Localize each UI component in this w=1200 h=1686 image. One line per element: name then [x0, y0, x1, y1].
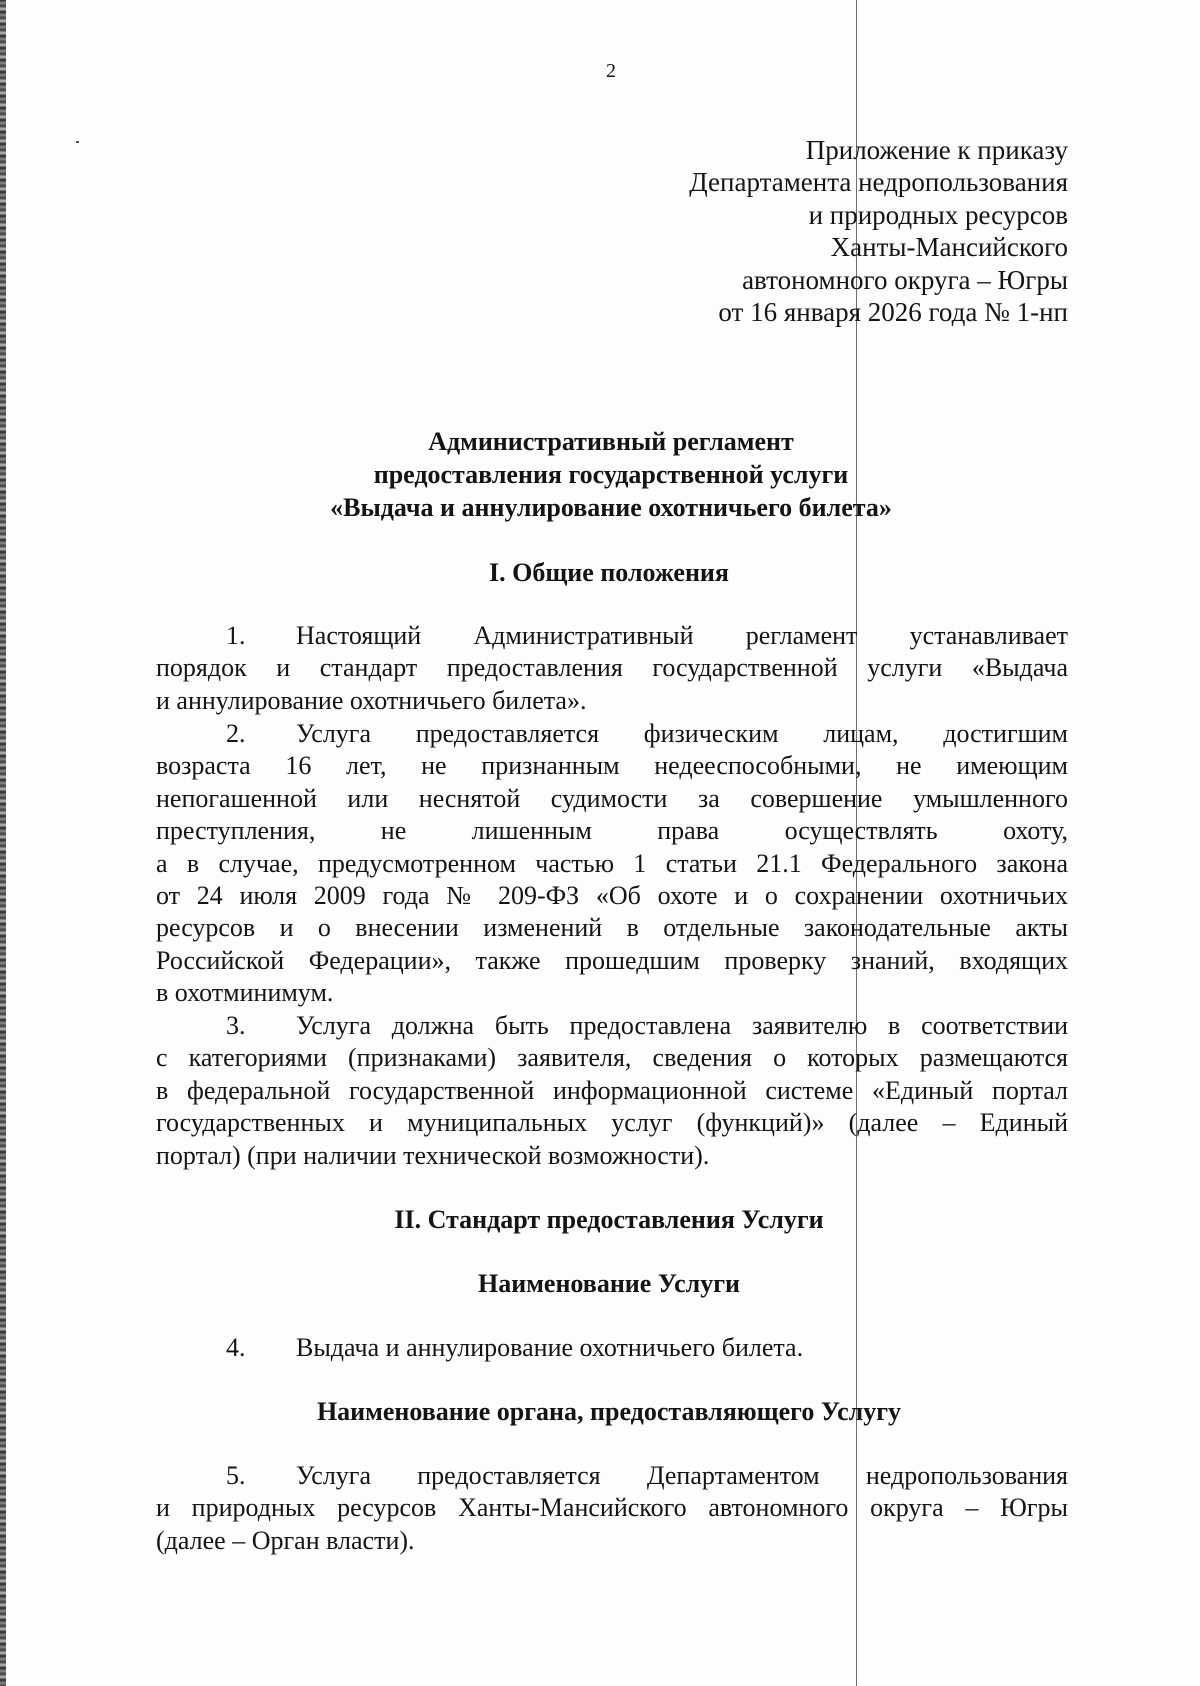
paragraph-line: государственных и муниципальных услуг (функций)» (далее – Единый: [156, 1108, 1068, 1138]
paragraph-5: [156, 1460, 1068, 1557]
paragraph-number: 3.: [226, 1011, 246, 1040]
subheading-service-name: Наименование Услуги: [477, 1269, 741, 1298]
paragraph-line: ресурсов и о внесении изменений в отдельные законодательные акты: [156, 913, 1068, 943]
paragraph-number: 4.: [226, 1333, 246, 1362]
paragraph-line: Российской Федерации», также прошедшим проверку знаний, входящих: [156, 945, 1068, 975]
paragraph-line: Услуга должна быть предоставлена заявителю в соответствии: [296, 1011, 1068, 1040]
paragraph-line: с категориями (признаками) заявителя, сведения о которых размещаются: [156, 1043, 1068, 1073]
section-heading-standard: II. Стандарт предоставления Услуги: [394, 1205, 824, 1234]
paragraph-line: от 24 июля 2009 года № 209-ФЗ «Об охоте и о сохранении охотничьих: [156, 881, 1068, 911]
paragraph-line: порядок и стандарт предоставления государственной услуги «Выдача: [156, 653, 1068, 683]
paragraph-line: непогашенной или неснятой судимости за совершение умышленного: [156, 783, 1068, 813]
paragraph-line: Услуга предоставляется физическим лицам, достигшим: [296, 719, 1068, 748]
paragraph-3: [156, 1010, 1068, 1172]
paragraph-line: преступления, не лишенным права осуществлять охоту,: [156, 816, 1068, 846]
appendix-line: Ханты-Мансийского: [830, 232, 1068, 263]
paragraph-4: [156, 1332, 1068, 1364]
title-line: предоставления государственной услуги: [373, 460, 849, 489]
paragraph-2: [156, 718, 1068, 1010]
paragraph-line: Выдача и аннулирование охотничьего билета.: [296, 1333, 804, 1362]
paragraph-line: (далее – Орган власти).: [156, 1525, 415, 1555]
paragraph-1: [156, 620, 1068, 717]
paragraph-number: 5.: [226, 1461, 246, 1490]
paragraph-line: а в случае, предусмотренном частью 1 статьи 21.1 Федерального закона: [156, 848, 1068, 878]
paragraph-line: и аннулирование охотничьего билета».: [156, 685, 587, 715]
scan-edge: [0, 0, 6, 1686]
scan-speck: [76, 141, 79, 143]
paragraph-line: в охотминимум.: [156, 978, 334, 1008]
paragraph-line: и природных ресурсов Ханты-Мансийского автономного округа – Югры: [156, 1493, 1068, 1523]
paragraph-line: возраста 16 лет, не признанным недееспособными, не имеющим: [156, 751, 1068, 781]
paragraph-number: 1.: [226, 621, 246, 650]
title-line: Административный регламент: [428, 427, 794, 456]
appendix-line: Приложение к приказу: [805, 135, 1068, 165]
appendix-block: [689, 134, 1068, 328]
appendix-line: автономного округа – Югры: [742, 264, 1068, 295]
appendix-line: от 16 января 2026 года № 1-нп: [718, 297, 1068, 328]
document-title: [0, 425, 1200, 524]
page-number: 2: [606, 60, 616, 82]
paragraph-line: портал) (при наличии технической возможности).: [156, 1140, 710, 1170]
subheading-authority: Наименование органа, предоставляющего Услугу: [316, 1397, 902, 1426]
paragraph-number: 2.: [226, 719, 246, 748]
title-line: «Выдача и аннулирование охотничьего билета»: [330, 493, 892, 522]
appendix-line: и природных ресурсов: [808, 199, 1068, 230]
paragraph-line: в федеральной государственной информационной системе «Единый портал: [156, 1075, 1068, 1105]
paragraph-line: Настоящий Административный регламент устанавливает: [296, 621, 1068, 650]
paragraph-line: Услуга предоставляется Департаментом недропользования: [296, 1461, 1068, 1490]
section-heading-general: I. Общие положения: [489, 558, 729, 587]
appendix-line: Департамента недропользования: [689, 167, 1068, 198]
